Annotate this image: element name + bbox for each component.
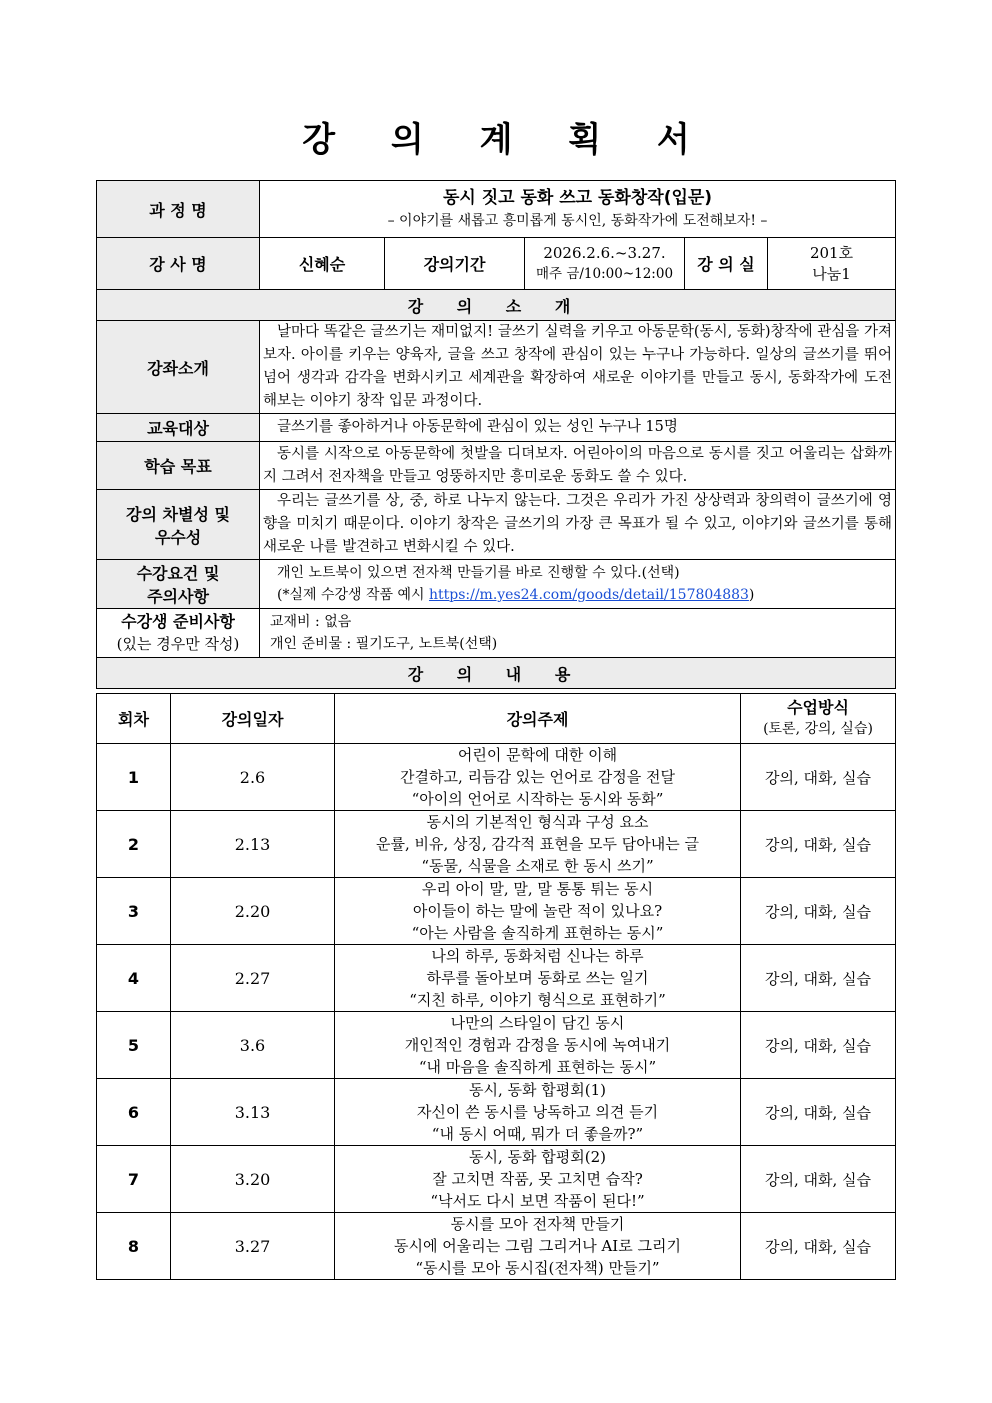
session-date: 2.27 bbox=[171, 945, 335, 1012]
room-number: 201호 bbox=[809, 243, 854, 262]
prep-line1: 교재비 : 없음 bbox=[270, 614, 352, 630]
session-row bbox=[97, 1213, 896, 1280]
col-date: 강의일자 bbox=[171, 694, 335, 744]
session-topic-title: 어린이 문학에 대한 이해 bbox=[457, 746, 618, 764]
info-table bbox=[96, 180, 896, 689]
session-date: 2.20 bbox=[171, 878, 335, 945]
session-row bbox=[97, 945, 896, 1012]
target-label: 교육대상 bbox=[97, 414, 260, 442]
session-method: 강의, 대화, 실습 bbox=[741, 811, 896, 878]
session-topic bbox=[335, 744, 741, 811]
prep-text-cell bbox=[260, 609, 896, 658]
session-no: 2 bbox=[97, 811, 171, 878]
col-method bbox=[741, 694, 896, 744]
session-topic-desc: 하루를 돌아보며 동화로 쓰는 일기 bbox=[426, 969, 649, 987]
session-topic-desc: 잘 고치면 작품, 못 고치면 습작? bbox=[432, 1170, 643, 1188]
diff-text: 우리는 글쓰기를 상, 중, 하로 나누지 않는다. 그것은 우리가 가진 상상력과 창의력이 글쓰기에 영향을 미치기 때문이다. 이야기 창작은 글쓰기의 가장 큰 목표가 될 수 있고, 이야기와 글쓰기를 통해 새로운 나를 발견하고 변화시킬 수 있다. bbox=[263, 493, 893, 555]
prep-label-line1: 수강생 준비사항 bbox=[121, 612, 235, 631]
content-section-header: 강 의 내 용 bbox=[97, 658, 896, 689]
session-topic-title: 나의 하루, 동화처럼 신나는 하루 bbox=[431, 947, 644, 965]
session-method: 강의, 대화, 실습 bbox=[741, 1012, 896, 1079]
session-topic-desc: 동시에 어울리는 그림 그리거나 AI로 그리기 bbox=[394, 1237, 681, 1255]
req-text-cell bbox=[260, 560, 896, 609]
goal-text: 동시를 시작으로 아동문학에 첫발을 디뎌보자. 어린아이의 마음으로 동시를 짓고 어울리는 삽화까지 그려서 전자책을 만들고 엉뚱하지만 흥미로운 동화도 쓸 수 있다. bbox=[263, 445, 893, 485]
session-topic bbox=[335, 811, 741, 878]
req-line1: 개인 노트북이 있으면 전자책 만들기를 바로 진행할 수 있다.(선택) bbox=[277, 565, 680, 581]
session-topic-desc: 운률, 비유, 상징, 감각적 표현을 모두 담아내는 글 bbox=[376, 835, 699, 853]
session-date: 3.6 bbox=[171, 1012, 335, 1079]
session-method: 강의, 대화, 실습 bbox=[741, 1213, 896, 1280]
session-topic-quote: “아이의 언어로 시작하는 동시와 동화” bbox=[411, 790, 664, 808]
session-no: 5 bbox=[97, 1012, 171, 1079]
sessions-header-row bbox=[97, 694, 896, 744]
session-topic-title: 우리 아이 말, 말, 말 통통 튀는 동시 bbox=[421, 880, 654, 898]
session-no: 3 bbox=[97, 878, 171, 945]
session-topic-quote: “내 마음을 솔직하게 표현하는 동시” bbox=[418, 1058, 657, 1076]
session-date: 2.6 bbox=[171, 744, 335, 811]
session-topic-title: 동시의 기본적인 형식과 구성 요소 bbox=[426, 813, 649, 831]
session-method: 강의, 대화, 실습 bbox=[741, 945, 896, 1012]
instructor-label: 강 사 명 bbox=[97, 238, 260, 290]
session-no: 4 bbox=[97, 945, 171, 1012]
goal-text-cell bbox=[260, 442, 896, 490]
session-topic bbox=[335, 1213, 741, 1280]
session-topic bbox=[335, 1079, 741, 1146]
session-topic-desc: 아이들이 하는 말에 놀란 적이 있나요? bbox=[412, 902, 663, 920]
session-topic bbox=[335, 878, 741, 945]
room-label: 강 의 실 bbox=[685, 238, 768, 290]
course-cell bbox=[260, 181, 896, 238]
col-no: 회차 bbox=[97, 694, 171, 744]
period-dates: 2026.2.6.~3.27. bbox=[543, 243, 666, 262]
example-link[interactable]: https://m.yes24.com/goods/detail/157804883 bbox=[428, 587, 749, 603]
course-name: 동시 짓고 동화 쓰고 동화창작(입문) bbox=[442, 188, 713, 208]
session-topic-title: 동시, 동화 합평회(1) bbox=[469, 1081, 606, 1099]
req-line2-suffix: ) bbox=[748, 587, 755, 603]
session-row bbox=[97, 1146, 896, 1213]
period-schedule: 매주 금/10:00~12:00 bbox=[535, 265, 674, 282]
session-no: 8 bbox=[97, 1213, 171, 1280]
course-label: 과 정 명 bbox=[97, 181, 260, 238]
req-label bbox=[97, 560, 260, 609]
goal-label: 학습 목표 bbox=[97, 442, 260, 490]
session-date: 2.13 bbox=[171, 811, 335, 878]
session-topic-title: 동시를 모아 전자책 만들기 bbox=[450, 1215, 625, 1233]
session-topic-desc: 개인적인 경험과 감정을 동시에 녹여내기 bbox=[404, 1036, 671, 1054]
session-topic-title: 동시, 동화 합평회(2) bbox=[469, 1148, 606, 1166]
session-date: 3.13 bbox=[171, 1079, 335, 1146]
col-method-sub: (토론, 강의, 실습) bbox=[763, 721, 873, 737]
session-topic-quote: “동물, 식물을 소재로 한 동시 쓰기” bbox=[421, 857, 654, 875]
session-topic bbox=[335, 1012, 741, 1079]
req-label-line1: 수강요건 및 bbox=[136, 564, 220, 583]
session-topic bbox=[335, 1146, 741, 1213]
prep-line2: 개인 준비물 : 필기도구, 노트북(선택) bbox=[270, 636, 498, 652]
session-topic-quote: “지친 하루, 이야기 형식으로 표현하기” bbox=[409, 991, 666, 1009]
session-topic-title: 나만의 스타일이 담긴 동시 bbox=[450, 1014, 625, 1032]
diff-label bbox=[97, 490, 260, 560]
session-row bbox=[97, 878, 896, 945]
intro-label: 강좌소개 bbox=[97, 321, 260, 414]
session-topic-desc: 자신이 쓴 동시를 낭독하고 의견 듣기 bbox=[416, 1103, 659, 1121]
room-name: 나눔1 bbox=[812, 264, 851, 283]
sessions-table bbox=[96, 693, 896, 1280]
intro-section-header: 강 의 소 개 bbox=[97, 290, 896, 321]
session-row bbox=[97, 811, 896, 878]
session-method: 강의, 대화, 실습 bbox=[741, 1146, 896, 1213]
session-no: 1 bbox=[97, 744, 171, 811]
session-method: 강의, 대화, 실습 bbox=[741, 878, 896, 945]
session-topic-quote: “내 동시 어때, 뭐가 더 좋을까?” bbox=[431, 1125, 644, 1143]
session-topic-quote: “아는 사람을 솔직하게 표현하는 동시” bbox=[411, 924, 664, 942]
session-date: 3.20 bbox=[171, 1146, 335, 1213]
intro-text: 날마다 똑같은 글쓰기는 재미없지! 글쓰기 실력을 키우고 아동문학(동시, 동화)창작에 관심을 가져보자. 아이를 키우는 양육자, 글을 쓰고 창작에 관심이 있는 누구나 가능하다. 일상의 글쓰기를 뛰어넘어 생각과 감각을 변화시키고 세계관을 확장하여 새로운 이야기를 만들고 동시, 동화작가에 도전해보는 이야기 창작 입문 과정이다. bbox=[263, 324, 893, 409]
session-row bbox=[97, 744, 896, 811]
period-label: 강의기간 bbox=[385, 238, 525, 290]
col-topic: 강의주제 bbox=[335, 694, 741, 744]
diff-label-line1: 강의 차별성 및 bbox=[126, 504, 230, 524]
req-label-line2: 주의사항 bbox=[147, 587, 209, 606]
session-row bbox=[97, 1079, 896, 1146]
session-topic bbox=[335, 945, 741, 1012]
session-topic-quote: “낙서도 다시 보면 작품이 된다!” bbox=[430, 1192, 645, 1210]
room-cell bbox=[768, 238, 896, 290]
prep-label bbox=[97, 609, 260, 658]
session-no: 7 bbox=[97, 1146, 171, 1213]
period-cell bbox=[525, 238, 685, 290]
session-row bbox=[97, 1012, 896, 1079]
intro-text-cell bbox=[260, 321, 896, 414]
session-date: 3.27 bbox=[171, 1213, 335, 1280]
target-text-cell bbox=[260, 414, 896, 442]
course-subtitle: – 이야기를 새롭고 흥미롭게 동시인, 동화작가에 도전해보자! – bbox=[387, 213, 768, 229]
session-no: 6 bbox=[97, 1079, 171, 1146]
col-method-title: 수업방식 bbox=[787, 698, 849, 717]
prep-label-line2: (있는 경우만 작성) bbox=[116, 635, 240, 653]
diff-text-cell bbox=[260, 490, 896, 560]
session-method: 강의, 대화, 실습 bbox=[741, 1079, 896, 1146]
req-line2 bbox=[277, 584, 895, 606]
target-text: 글쓰기를 좋아하거나 아동문학에 관심이 있는 성인 누구나 15명 bbox=[277, 419, 678, 435]
session-rows bbox=[97, 744, 896, 1280]
diff-label-line2: 우수성 bbox=[154, 527, 202, 547]
page-title: 강 의 계 획 서 bbox=[302, 120, 712, 160]
session-topic-desc: 간결하고, 리듬감 있는 언어로 감정을 전달 bbox=[400, 768, 675, 786]
instructor-name: 신혜순 bbox=[260, 238, 385, 290]
session-method: 강의, 대화, 실습 bbox=[741, 744, 896, 811]
session-topic-quote: “동시를 모아 동시집(전자책) 만들기” bbox=[415, 1259, 660, 1277]
req-line2-prefix: (*실제 수강생 작품 예시 bbox=[277, 587, 429, 603]
